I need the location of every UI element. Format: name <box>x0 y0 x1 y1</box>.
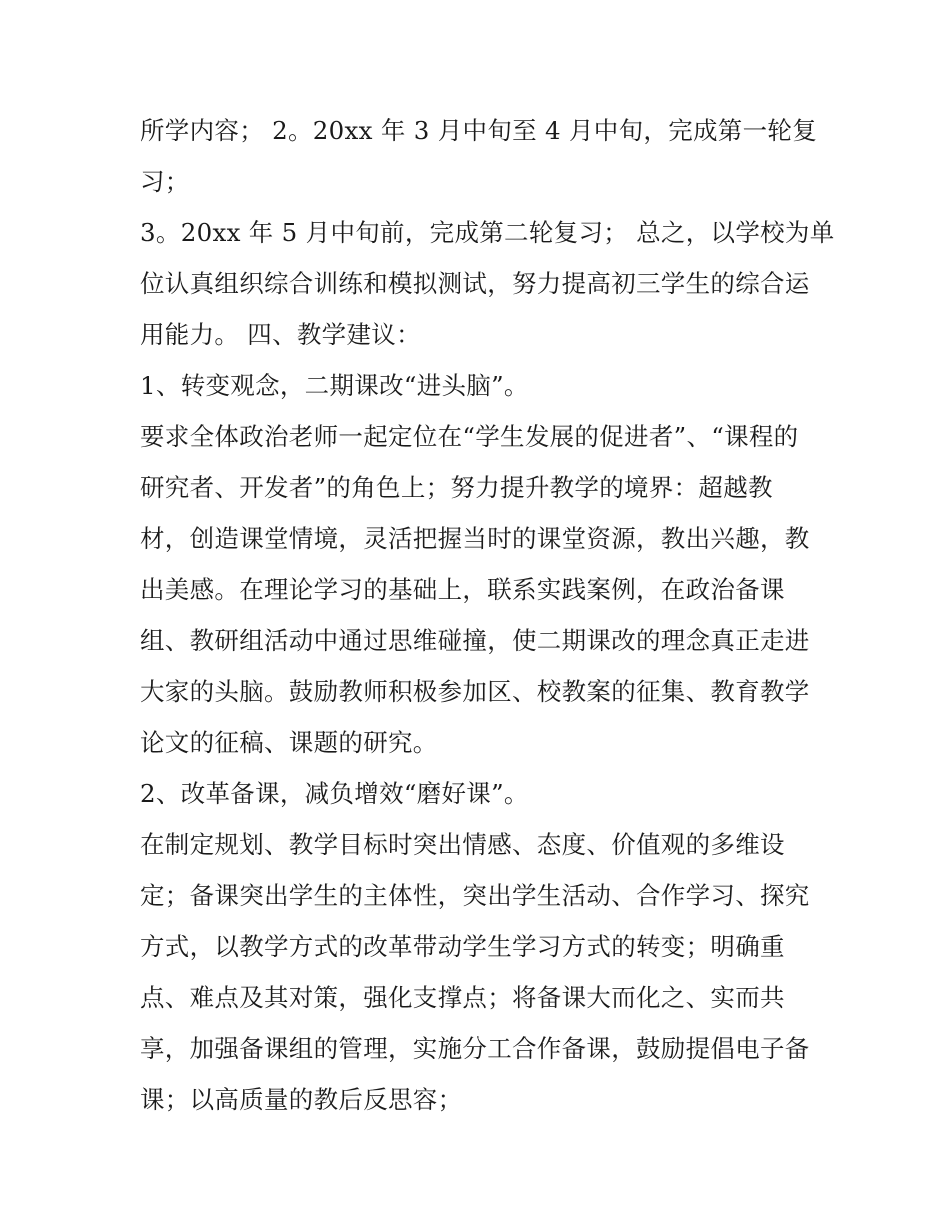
text-line: 组、教研组活动中通过思维碰撞，使二期课改的理念真正走进 <box>140 626 810 655</box>
text-line: 出美感。在理论学习的基础上，联系实践案例，在政治备课 <box>140 575 785 604</box>
text-line: 大家的头脑。鼓励教师积极参加区、校教案的征集、教育教学 <box>140 677 810 706</box>
text-line: 所学内容； 2。20xx 年 3 月中旬至 4 月中旬，完成第一轮复 <box>140 116 817 145</box>
text-line: 点、难点及其对策，强化支撑点；将备课大而化之、实而共 <box>140 983 785 1012</box>
text-line: 论文的征稿、课题的研究。 <box>140 728 438 757</box>
section-heading-2: 2、改革备课，减负增效“磨好课”。 <box>140 779 529 808</box>
section-heading-1: 1、转变观念，二期课改“进头脑”。 <box>140 371 529 400</box>
text-line: 材，创造课堂情境，灵活把握当时的课堂资源，教出兴趣，教 <box>140 524 810 553</box>
text-line: 研究者、开发者”的角色上；努力提升教学的境界：超越教 <box>140 473 773 502</box>
text-line: 定；备课突出学生的主体性，突出学生活动、合作学习、探究 <box>140 881 810 910</box>
text-line: 享，加强备课组的管理，实施分工合作备课，鼓励提倡电子备 <box>140 1034 810 1063</box>
text-line: 方式，以教学方式的改革带动学生学习方式的转变；明确重 <box>140 932 785 961</box>
text-line: 在制定规划、教学目标时突出情感、态度、价值观的多维设 <box>140 830 785 859</box>
text-line: 用能力。 四、教学建议： <box>140 320 421 349</box>
text-line: 3。20xx 年 5 月中旬前，完成第二轮复习； 总之，以学校为单 <box>140 218 835 247</box>
text-line: 课；以高质量的教后反思容； <box>140 1085 463 1114</box>
text-line: 要求全体政治老师一起定位在“学生发展的促进者”、“课程的 <box>140 422 799 451</box>
text-line: 习； <box>140 167 190 196</box>
document-body <box>140 105 835 1125</box>
text-line: 位认真组织综合训练和模拟测试，努力提高初三学生的综合运 <box>140 269 810 298</box>
